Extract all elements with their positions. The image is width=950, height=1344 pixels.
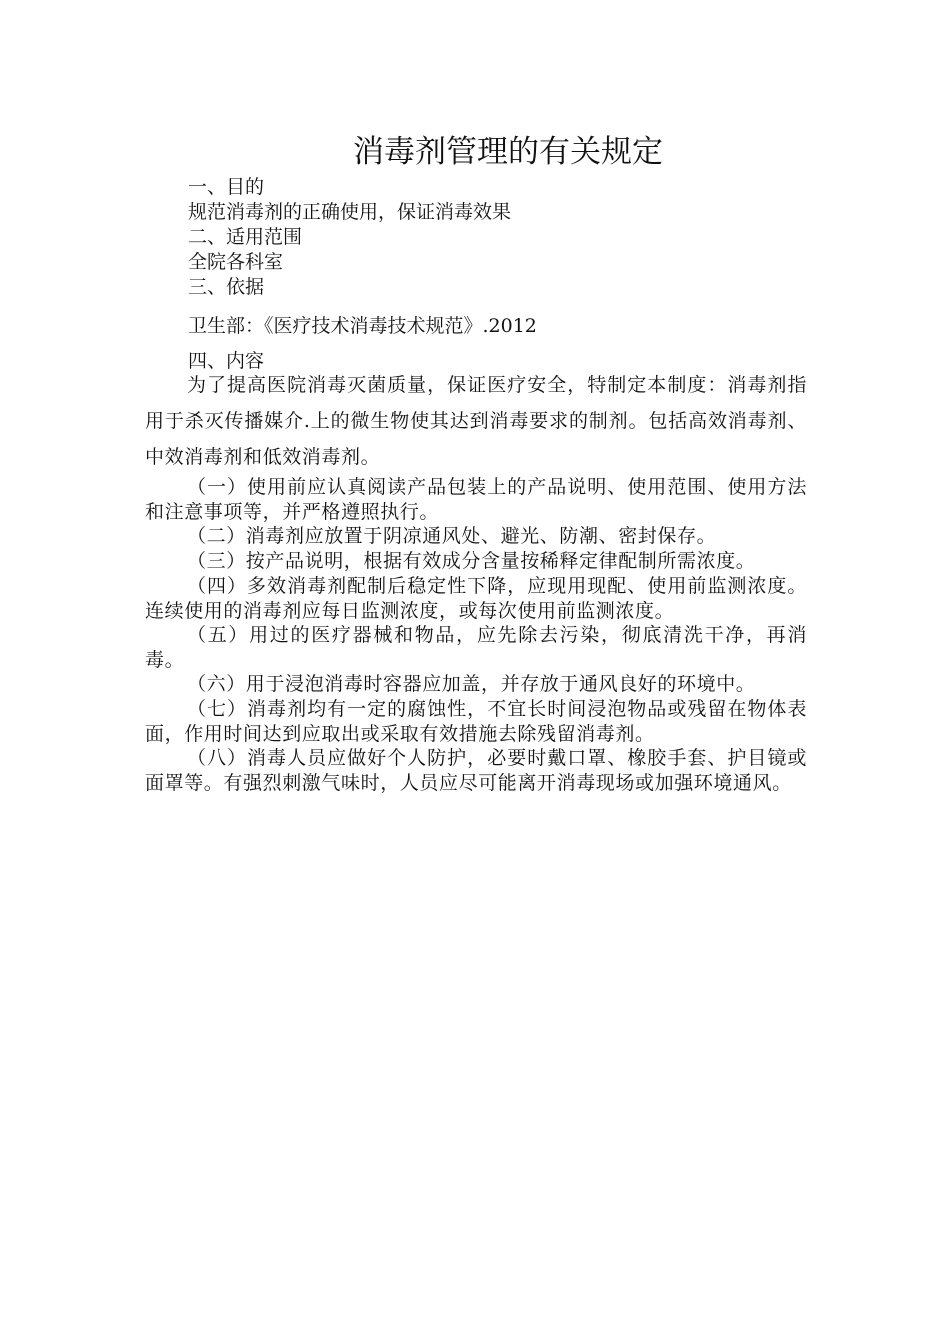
content-item: （二）消毒剂应放置于阴凉通风处、避光、防潮、密封保存。 [187, 525, 717, 547]
content-item: （一）使用前应认真阅读产品包装上的产品说明、使用范围、使用方法和注意事项等，并严格遵照执行。 [145, 476, 807, 523]
content-item: （八）消毒人员应做好个人防护，必要时戴口罩、橡胶手套、护目镜或面罩等。有强烈刺激气味时，人员应尽可能离开消毒现场或加强环境通风。 [145, 747, 807, 794]
purpose-text: 规范消毒剂的正确使用，保证消毒效果 [188, 201, 512, 223]
scope-heading: 二、适用范围 [188, 226, 303, 248]
content-item: （七）消毒剂均有一定的腐蚀性，不宜长时间浸泡物品或残留在物体表面，作用时间达到应取出或采取有效措施去除残留消毒剂。 [145, 698, 807, 745]
document-title: 消毒剂管理的有关规定 [353, 134, 663, 170]
basis-heading: 三、依据 [188, 276, 265, 298]
content-item: （四）多效消毒剂配制后稳定性下降，应现用现配、使用前监测浓度。连续使用的消毒剂应每日监测浓度，或每次使用前监测浓度。 [145, 575, 807, 622]
basis-text: 卫生部：《医疗技术消毒技术规范》.2012 [188, 315, 537, 337]
content-item: （五）用过的医疗器械和物品，应先除去污染，彻底清洗干净，再消毒。 [145, 624, 807, 671]
content-item: （三）按产品说明，根据有效成分含量按稀释定律配制所需浓度。 [187, 550, 756, 572]
purpose-heading: 一、目的 [188, 176, 265, 198]
content-heading: 四、内容 [188, 350, 265, 372]
intro-paragraph: 为了提高医院消毒灭菌质量，保证医疗安全，特制定本制度：消毒剂指用于杀灭传播媒介.上的微生物使其达到消毒要求的制剂。包括高效消毒剂、中效消毒剂和低效消毒剂。 [145, 374, 807, 468]
content-item: （六）用于浸泡消毒时容器应加盖，并存放于通风良好的环境中。 [187, 673, 756, 695]
scope-text: 全院各科室 [188, 251, 284, 273]
